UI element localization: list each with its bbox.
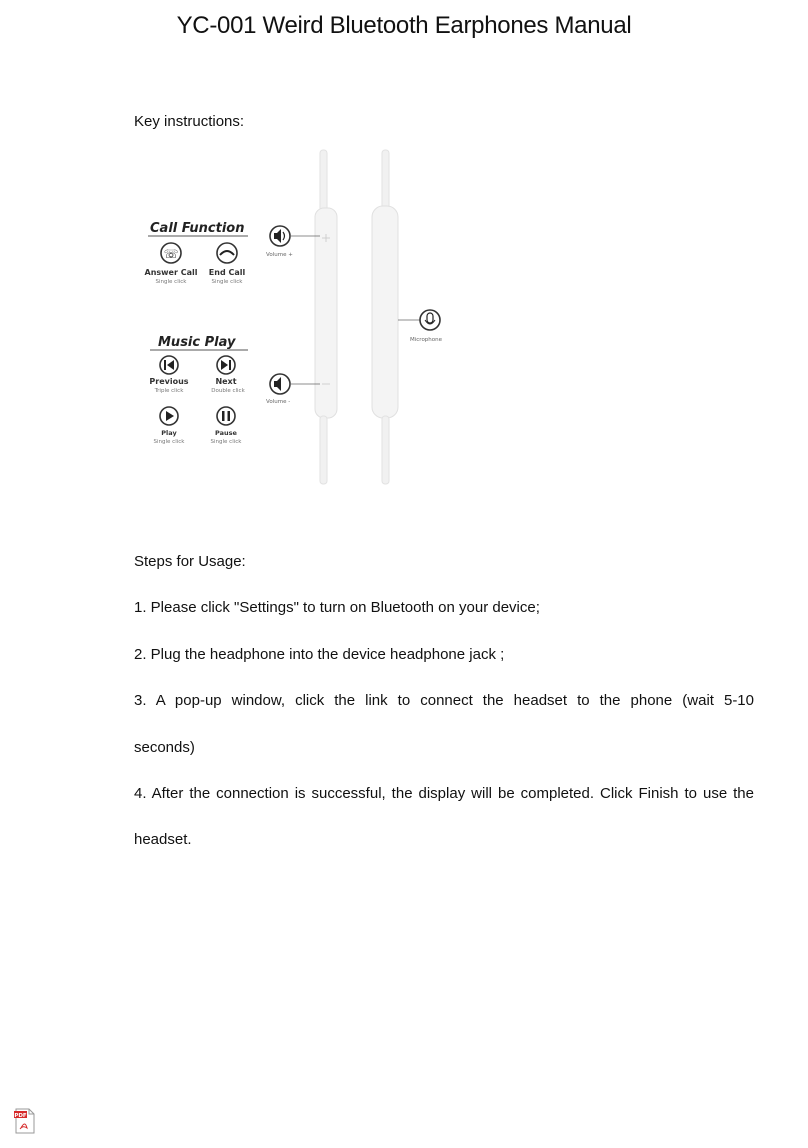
previous-sub: Triple click	[154, 388, 184, 394]
pdf-badge-text: PDF	[14, 1113, 27, 1119]
microphone-icon	[420, 310, 440, 330]
step-3-line-1: 3. A pop-up window, click the link to connect the headset to the phone (wait 5-10	[134, 692, 754, 709]
volume-up-label: Volume +	[266, 252, 293, 258]
music-play-heading: Music Play	[158, 335, 236, 350]
earphone-controls-figure	[140, 148, 460, 488]
end-call-sub: Single click	[211, 279, 243, 285]
play-label: Play	[161, 429, 177, 437]
step-4-line-2: headset.	[134, 831, 192, 848]
svg-text:☏: ☏	[163, 247, 179, 261]
key-instructions-heading: Key instructions:	[134, 113, 245, 130]
next-track-icon	[217, 356, 235, 374]
next-sub: Double click	[211, 388, 245, 394]
pause-sub: Single click	[210, 439, 242, 445]
play-sub: Single click	[153, 439, 185, 445]
volume-down-icon	[270, 374, 290, 394]
previous-track-icon	[160, 356, 178, 374]
step-3-line-2: seconds)	[134, 739, 195, 756]
microphone-label: Microphone	[410, 337, 443, 343]
volume-down-label: Volume -	[266, 399, 291, 405]
play-icon	[160, 407, 178, 425]
step-2: 2. Plug the headphone into the device headphone jack ;	[134, 646, 505, 663]
answer-call-icon	[161, 243, 181, 263]
page-title: YC-001 Weird Bluetooth Earphones Manual	[176, 12, 632, 39]
previous-label: Previous	[149, 377, 189, 386]
pause-icon	[217, 407, 235, 425]
earphone-remote-illustration	[315, 150, 398, 484]
volume-up-icon	[270, 226, 290, 246]
call-function-heading: Call Function	[150, 221, 245, 236]
pdf-file-icon	[14, 1108, 36, 1134]
step-4-line-1: 4. After the connection is successful, the display will be completed. Click Finish to use the	[134, 785, 754, 802]
step-1: 1. Please click "Settings" to turn on Bluetooth on your device;	[134, 599, 540, 616]
end-call-icon	[217, 243, 237, 263]
steps-heading: Steps for Usage:	[134, 553, 246, 570]
answer-call-label: Answer Call	[144, 268, 198, 277]
end-call-label: End Call	[208, 268, 246, 277]
answer-call-sub: Single click	[155, 279, 187, 285]
next-label: Next	[215, 377, 237, 386]
pause-label: Pause	[215, 429, 237, 437]
